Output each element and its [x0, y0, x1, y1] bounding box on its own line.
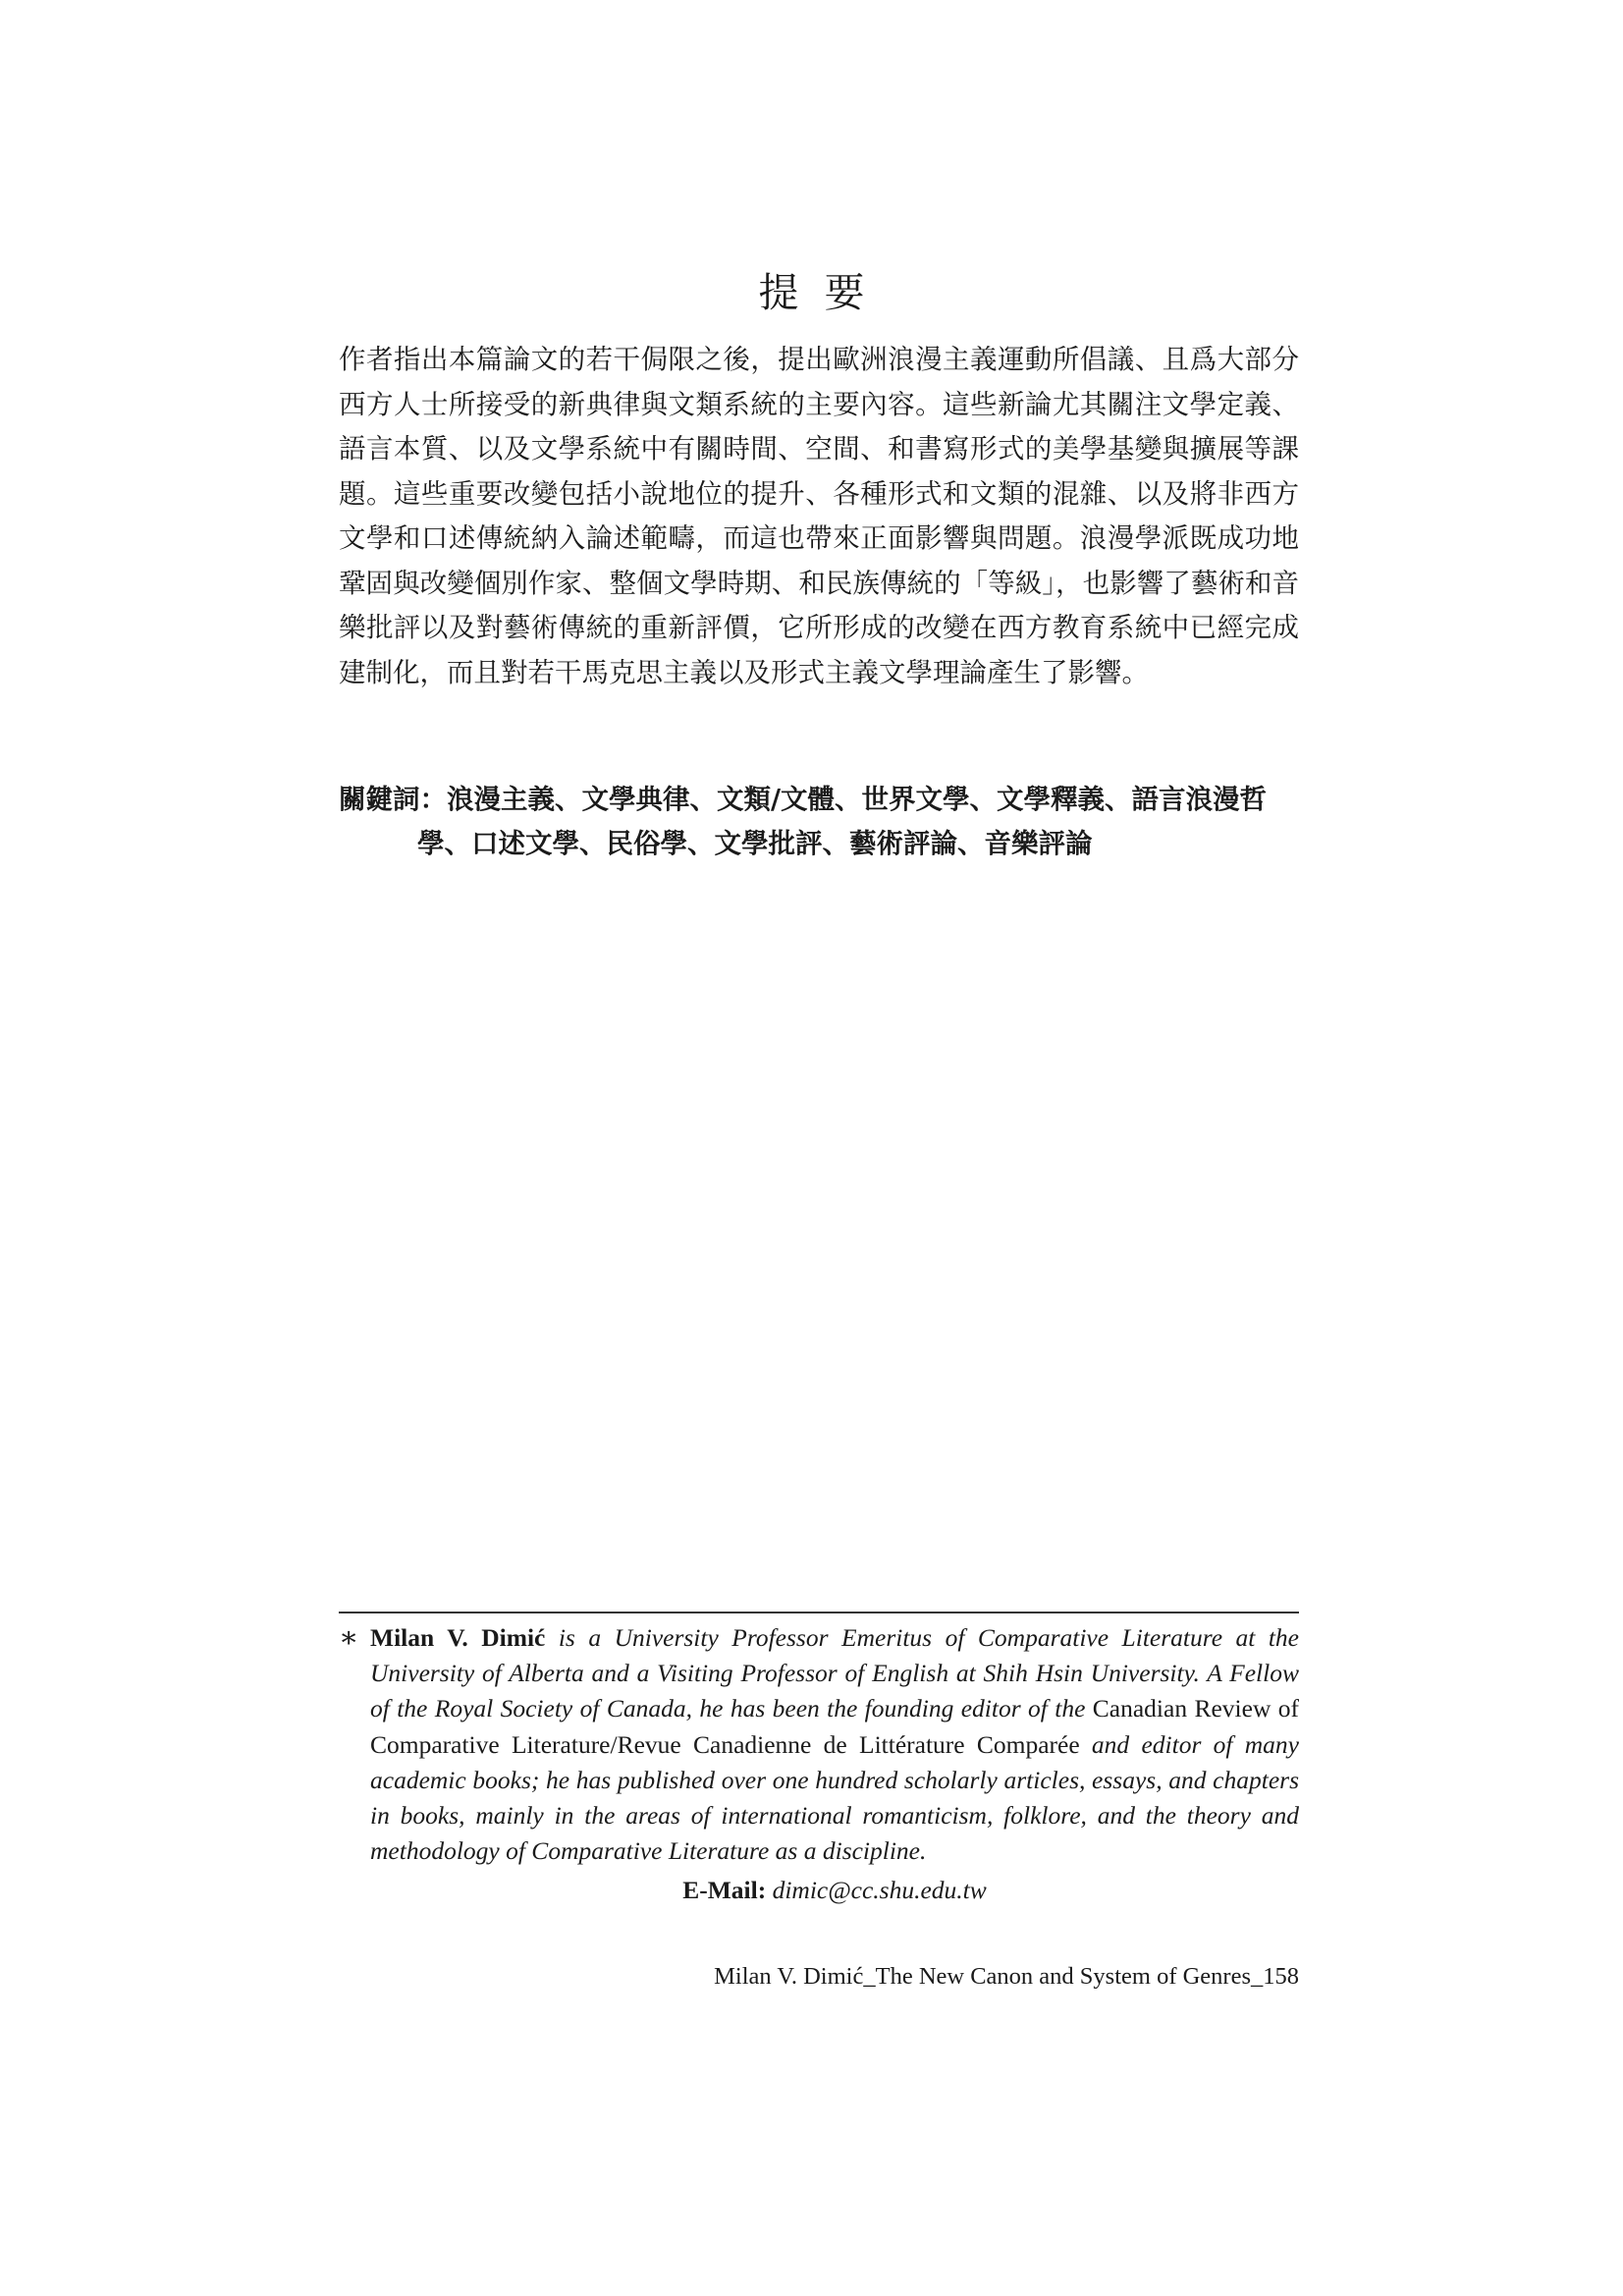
keywords-line-2: 學、口述文學、民俗學、文學批評、藝術評論、音樂評論: [417, 828, 1093, 859]
author-name: Milan V. Dimić: [370, 1623, 546, 1652]
footnote-text-1: is a University Professor Emeritus of Comparative Literature at the University of Alberta and a Visiting Professor of English at Shih Hsin University. A Fellow of the Royal Society of Canada, he has been the founding editor of the: [370, 1623, 1299, 1723]
footnote-body: [370, 1620, 1299, 1869]
email-line: [370, 1873, 1299, 1908]
footnote-divider: [339, 1612, 1299, 1613]
abstract-title: 提要: [758, 269, 891, 316]
email-address: dimic@cc.shu.edu.tw: [772, 1876, 987, 1905]
footnote-text-2: and editor of many academic books; he has published over one hundred scholarly articles, essays, and chapters in books, mainly in the areas of international romanticism, folklore, and the theory and methodology of Comparative Literature as a discipline.: [370, 1729, 1299, 1866]
running-footer: Milan V. Dimić_The New Canon and System of Genres_158: [714, 1963, 1299, 1990]
abstract-text: 作者指出本篇論文的若干侷限之後，提出歐洲浪漫主義運動所倡議、且爲大部分西方人士所接受的新典律與文類系統的主要內容。這些新論尤其關注文學定義、語言本質、以及文學系統中有關時間、空間、和書寫形式的美學基變與擴展等課題。這些重要改變包括小說地位的提升、各種形式和文類的混雜、以及將非西方文學和口述傳統納入論述範疇，而這也帶來正面影響與問題。浪漫學派既成功地鞏固與改變個別作家、整個文學時期、和民族傳統的「等級」，也影響了藝術和音樂批評以及對藝術傳統的重新評價，它所形成的改變在西方教育系統中已經完成建制化，而且對若干馬克思主義以及形式主義文學理論產生了影響。: [339, 344, 1299, 688]
footnote-asterisk: ∗: [339, 1621, 359, 1654]
email-label: E-Mail:: [682, 1876, 767, 1905]
keywords: [339, 778, 1299, 866]
keywords-line-1: 關鍵詞：浪漫主義、文學典律、文類/文體、世界文學、文學釋義、語言浪漫哲: [339, 784, 1268, 815]
journal-title: Canadian Review of Comparative Literature/Revue Canadienne de Littérature Comparée: [370, 1694, 1299, 1759]
author-footnote: [339, 1620, 1299, 1909]
